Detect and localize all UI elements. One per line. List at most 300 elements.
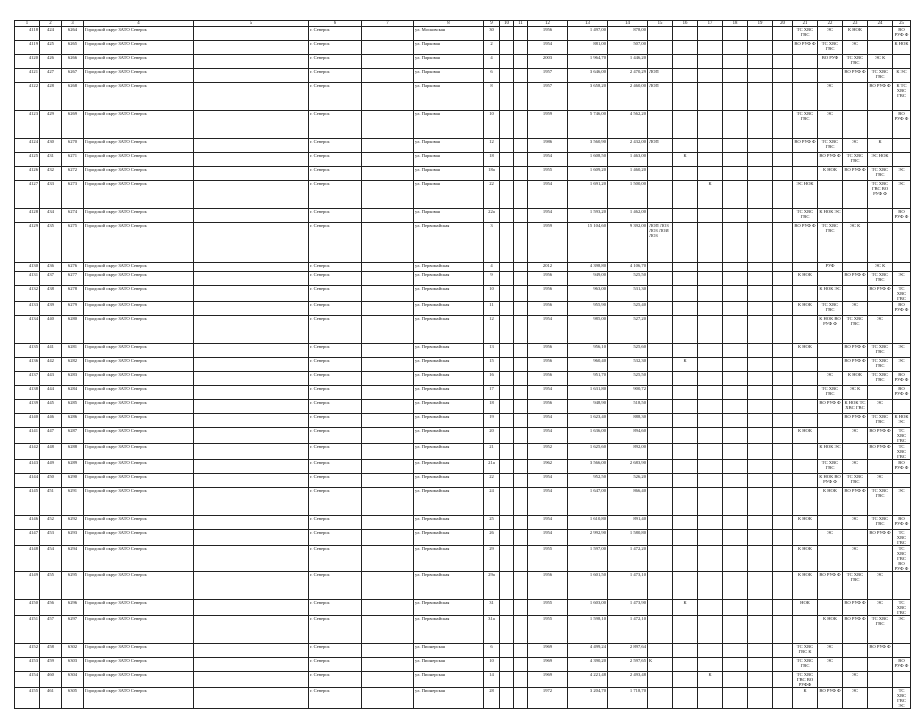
- city-name: г. Северск: [309, 444, 362, 460]
- blank-col-19: [748, 83, 773, 111]
- row-number: 4128: [15, 209, 40, 223]
- col-15: [648, 530, 673, 546]
- column-number-21: 21: [793, 21, 818, 27]
- table-row: [15, 400, 911, 414]
- total-area: 1 623,40: [568, 414, 608, 428]
- col-23: ТС ХВС ГВС: [843, 55, 868, 69]
- blank-col-20: [773, 286, 793, 302]
- col-25: ВО РУФ Ф: [893, 372, 911, 386]
- total-area: 881,00: [568, 41, 608, 55]
- blank-col-18: [723, 428, 748, 444]
- city-name: г. Северск: [309, 69, 362, 83]
- item-number: 457: [40, 616, 62, 644]
- total-area: 1 691,20: [568, 181, 608, 209]
- city-name: г. Северск: [309, 672, 362, 688]
- table-row: [15, 316, 911, 344]
- street-name: ул. Первомайская: [414, 414, 484, 428]
- col-21: К НОК: [793, 428, 818, 444]
- city-name: г. Северск: [309, 302, 362, 316]
- row-number: 4123: [15, 111, 40, 139]
- column-number-3: 3: [62, 21, 84, 27]
- col-25: [893, 400, 911, 414]
- col-22: ВО РУФ Ф: [818, 400, 843, 414]
- col-22: [818, 181, 843, 209]
- col-17: [698, 272, 723, 286]
- blank-col-18: [723, 658, 748, 672]
- col-22: ЭС: [818, 27, 843, 41]
- col-23: ТС ХВС ГВС: [843, 572, 868, 600]
- col-16: [673, 572, 698, 600]
- object-code: 6274: [62, 209, 84, 223]
- blank-col-7: [362, 474, 414, 488]
- col-23: ВО РУФ Ф: [843, 358, 868, 372]
- total-area: 1 601,50: [568, 572, 608, 600]
- blank-col-7: [362, 428, 414, 444]
- blank-col-19: [748, 139, 773, 153]
- row-number: 4124: [15, 139, 40, 153]
- blank-col-19: [748, 444, 773, 460]
- house-number: 26: [484, 530, 500, 546]
- blank-col-11: [514, 272, 528, 286]
- living-area: 1 472,20: [608, 546, 648, 572]
- blank-col-7: [362, 688, 414, 709]
- col-25: ТС ХВС ГВС: [893, 600, 911, 616]
- col-15: [648, 167, 673, 181]
- col-15: [648, 644, 673, 658]
- column-number-16: 16: [673, 21, 698, 27]
- col-23: ТС ХВС ГВС: [843, 153, 868, 167]
- street-name: ул. Первомайская: [414, 530, 484, 546]
- owner-name: Городской округ ЗАТО Северск: [84, 572, 194, 600]
- item-number: 444: [40, 386, 62, 400]
- col-23: ЭС: [843, 516, 868, 530]
- street-name: ул. Первомайская: [414, 460, 484, 474]
- col-23: ЭС: [843, 428, 868, 444]
- street-name: ул. Парковая: [414, 153, 484, 167]
- city-name: г. Северск: [309, 55, 362, 69]
- col-17: К: [698, 181, 723, 209]
- col-22: К НОК ЭС: [818, 209, 843, 223]
- blank-col-18: [723, 27, 748, 41]
- col-22: ВО РУФ Ф: [818, 153, 843, 167]
- col-24: ТС ХВС ГВС: [868, 358, 893, 372]
- col-15: [648, 55, 673, 69]
- blank-col-19: [748, 272, 773, 286]
- blank-col-10: [500, 263, 514, 272]
- blank-col-18: [723, 572, 748, 600]
- blank-col-19: [748, 428, 773, 444]
- col-22: ТС ХВС ГВС: [818, 223, 843, 263]
- col-16: К: [673, 600, 698, 616]
- col-17: [698, 600, 723, 616]
- item-number: 438: [40, 286, 62, 302]
- object-code: 6271: [62, 153, 84, 167]
- object-code: 6304: [62, 672, 84, 688]
- house-number: 21а: [484, 460, 500, 474]
- col-16: [673, 209, 698, 223]
- col-24: ТС ХВС ГВС: [868, 344, 893, 358]
- col-25: ВО РУФ Ф: [893, 460, 911, 474]
- col-21: [793, 400, 818, 414]
- blank-col-7: [362, 153, 414, 167]
- owner-name: Городской округ ЗАТО Северск: [84, 658, 194, 672]
- blank-col-19: [748, 546, 773, 572]
- col-21: [793, 444, 818, 460]
- build-year: 1954: [528, 209, 568, 223]
- build-year: 1972: [528, 688, 568, 709]
- col-16: [673, 263, 698, 272]
- total-area: 1 610,80: [568, 516, 608, 530]
- blank-col-10: [500, 546, 514, 572]
- city-name: г. Северск: [309, 223, 362, 263]
- table-row: [15, 55, 911, 69]
- col-15: [648, 616, 673, 644]
- city-name: г. Северск: [309, 386, 362, 400]
- col-17: [698, 263, 723, 272]
- col-25: [893, 139, 911, 153]
- col-23: ВО РУФ Ф: [843, 167, 868, 181]
- blank-col-7: [362, 414, 414, 428]
- column-number-22: 22: [818, 21, 843, 27]
- column-number-12: 12: [528, 21, 568, 27]
- col-23: [843, 530, 868, 546]
- col-24: ВО РУФ Ф: [868, 428, 893, 444]
- blank-col-7: [362, 139, 414, 153]
- col-21: ВО РУФ Ф: [793, 139, 818, 153]
- col-23: [843, 644, 868, 658]
- col-21: ТС ХВС ГВС К: [793, 644, 818, 658]
- blank-col-19: [748, 27, 773, 41]
- blank-col-5: [194, 644, 309, 658]
- blank-col-7: [362, 263, 414, 272]
- col-22: ЭС: [818, 83, 843, 111]
- living-area: 532,30: [608, 358, 648, 372]
- blank-col-18: [723, 69, 748, 83]
- blank-col-10: [500, 41, 514, 55]
- blank-col-20: [773, 530, 793, 546]
- blank-col-20: [773, 672, 793, 688]
- house-number: 9: [484, 272, 500, 286]
- object-code: 6285: [62, 400, 84, 414]
- blank-col-20: [773, 139, 793, 153]
- col-17: [698, 111, 723, 139]
- blank-col-10: [500, 167, 514, 181]
- item-number: 442: [40, 358, 62, 372]
- row-number: 4150: [15, 600, 40, 616]
- owner-name: Городской округ ЗАТО Северск: [84, 474, 194, 488]
- street-name: ул. Первомайская: [414, 400, 484, 414]
- blank-col-18: [723, 600, 748, 616]
- blank-col-19: [748, 530, 773, 546]
- blank-col-11: [514, 111, 528, 139]
- total-area: 948,90: [568, 400, 608, 414]
- item-number: 437: [40, 272, 62, 286]
- table-row: [15, 83, 911, 111]
- col-23: К НОК: [843, 27, 868, 41]
- blank-col-20: [773, 69, 793, 83]
- city-name: г. Северск: [309, 41, 362, 55]
- col-16: [673, 474, 698, 488]
- object-code: 6302: [62, 644, 84, 658]
- col-16: [673, 546, 698, 572]
- col-16: [673, 111, 698, 139]
- blank-col-11: [514, 302, 528, 316]
- col-25: К ЭС: [893, 69, 911, 83]
- blank-col-5: [194, 516, 309, 530]
- blank-col-7: [362, 27, 414, 41]
- col-25: ЭС: [893, 616, 911, 644]
- col-24: ЭС К: [868, 263, 893, 272]
- col-22: ЭС: [818, 644, 843, 658]
- col-25: ВО РУФ Ф: [893, 386, 911, 400]
- street-name: ул. Первомайская: [414, 600, 484, 616]
- item-number: 461: [40, 688, 62, 709]
- build-year: 1956: [528, 372, 568, 386]
- col-24: [868, 658, 893, 672]
- blank-col-19: [748, 286, 773, 302]
- blank-col-11: [514, 546, 528, 572]
- living-area: 525,50: [608, 272, 648, 286]
- blank-col-19: [748, 688, 773, 709]
- col-21: ТС ХВС ГВС: [793, 111, 818, 139]
- col-17: [698, 658, 723, 672]
- blank-col-10: [500, 344, 514, 358]
- row-number: 4145: [15, 488, 40, 516]
- city-name: г. Северск: [309, 688, 362, 709]
- blank-col-10: [500, 69, 514, 83]
- item-number: 425: [40, 41, 62, 55]
- object-code: 6294: [62, 546, 84, 572]
- living-area: 2 897,64: [608, 644, 648, 658]
- row-number: 4137: [15, 372, 40, 386]
- object-code: 6287: [62, 428, 84, 444]
- item-number: 458: [40, 644, 62, 658]
- column-number-5: 5: [194, 21, 309, 27]
- blank-col-11: [514, 286, 528, 302]
- blank-col-18: [723, 302, 748, 316]
- blank-col-10: [500, 372, 514, 386]
- blank-col-7: [362, 344, 414, 358]
- col-22: [818, 516, 843, 530]
- blank-col-5: [194, 688, 309, 709]
- blank-col-7: [362, 572, 414, 600]
- col-17: [698, 572, 723, 600]
- col-24: [868, 41, 893, 55]
- table-row: [15, 181, 911, 209]
- table-row: [15, 111, 911, 139]
- col-22: К НОК ЭС: [818, 444, 843, 460]
- col-15: ЛОП: [648, 83, 673, 111]
- col-16: [673, 688, 698, 709]
- col-24: К: [868, 139, 893, 153]
- col-25: [893, 644, 911, 658]
- col-24: [868, 27, 893, 41]
- col-24: ЭС: [868, 474, 893, 488]
- col-17: [698, 474, 723, 488]
- col-15: [648, 672, 673, 688]
- col-23: ЭС: [843, 688, 868, 709]
- blank-col-5: [194, 286, 309, 302]
- blank-col-20: [773, 316, 793, 344]
- living-area: 518,50: [608, 400, 648, 414]
- owner-name: Городской округ ЗАТО Северск: [84, 316, 194, 344]
- blank-col-5: [194, 41, 309, 55]
- row-number: 4152: [15, 644, 40, 658]
- col-25: ВО РУФ Ф: [893, 27, 911, 41]
- col-17: [698, 616, 723, 644]
- column-number-14: 14: [608, 21, 648, 27]
- item-number: 447: [40, 428, 62, 444]
- blank-col-20: [773, 153, 793, 167]
- owner-name: Городской округ ЗАТО Северск: [84, 83, 194, 111]
- col-17: [698, 209, 723, 223]
- blank-col-5: [194, 414, 309, 428]
- table-row: [15, 644, 911, 658]
- col-16: [673, 55, 698, 69]
- house-number: 10: [484, 658, 500, 672]
- item-number: 433: [40, 181, 62, 209]
- col-21: [793, 474, 818, 488]
- col-15: [648, 111, 673, 139]
- col-21: К НОК: [793, 344, 818, 358]
- col-15: [648, 263, 673, 272]
- item-number: 453: [40, 530, 62, 546]
- house-number: 22: [484, 181, 500, 209]
- column-number-11: 11: [514, 21, 528, 27]
- house-number: 2: [484, 41, 500, 55]
- blank-col-11: [514, 69, 528, 83]
- blank-col-18: [723, 488, 748, 516]
- blank-col-5: [194, 672, 309, 688]
- blank-col-5: [194, 474, 309, 488]
- street-name: ул. Московская: [414, 27, 484, 41]
- col-25: [893, 474, 911, 488]
- living-area: 1 460,20: [608, 167, 648, 181]
- living-area: 1 473,90: [608, 600, 648, 616]
- col-25: ЭС: [893, 344, 911, 358]
- blank-col-20: [773, 272, 793, 286]
- col-24: ТС ХВС ГВС: [868, 69, 893, 83]
- col-24: ВО РУФ Ф: [868, 644, 893, 658]
- col-17: [698, 223, 723, 263]
- blank-col-19: [748, 302, 773, 316]
- col-23: [843, 111, 868, 139]
- col-15: [648, 153, 673, 167]
- build-year: 1955: [528, 546, 568, 572]
- total-area: 4 390,20: [568, 658, 608, 672]
- item-number: 436: [40, 263, 62, 272]
- col-15: ЛОП: [648, 69, 673, 83]
- house-number: 29: [484, 546, 500, 572]
- blank-col-18: [723, 616, 748, 644]
- living-area: 891,40: [608, 516, 648, 530]
- living-area: 1 463,00: [608, 153, 648, 167]
- col-15: [648, 474, 673, 488]
- col-24: ТС ХВС ГВС: [868, 272, 893, 286]
- col-16: [673, 69, 698, 83]
- col-17: [698, 69, 723, 83]
- blank-col-18: [723, 386, 748, 400]
- blank-col-18: [723, 358, 748, 372]
- col-23: К НОК ТС ХВС ГВС: [843, 400, 868, 414]
- street-name: ул. Пионерская: [414, 658, 484, 672]
- col-25: ТС ХВС ГВС: [893, 428, 911, 444]
- item-number: 435: [40, 223, 62, 263]
- blank-col-10: [500, 181, 514, 209]
- build-year: 1954: [528, 181, 568, 209]
- house-number: 12: [484, 316, 500, 344]
- street-name: ул. Первомайская: [414, 444, 484, 460]
- street-name: ул. Первомайская: [414, 344, 484, 358]
- object-code: 6272: [62, 167, 84, 181]
- table-row: [15, 167, 911, 181]
- build-year: 1954: [528, 386, 568, 400]
- col-21: НОК: [793, 600, 818, 616]
- col-22: ВО РУФ: [818, 55, 843, 69]
- col-15: [648, 272, 673, 286]
- living-area: 4 562,20: [608, 111, 648, 139]
- row-number: 4151: [15, 616, 40, 644]
- row-number: 4129: [15, 223, 40, 263]
- house-number: 4: [484, 55, 500, 69]
- living-area: 1 462,00: [608, 209, 648, 223]
- build-year: 1954: [528, 153, 568, 167]
- col-21: К НОК: [793, 272, 818, 286]
- col-15: [648, 27, 673, 41]
- city-name: г. Северск: [309, 460, 362, 474]
- living-area: 1 580,80: [608, 530, 648, 546]
- street-name: ул. Первомайская: [414, 516, 484, 530]
- owner-name: Городской округ ЗАТО Северск: [84, 223, 194, 263]
- living-area: 9 392,00: [608, 223, 648, 263]
- total-area: 949,00: [568, 272, 608, 286]
- blank-col-11: [514, 400, 528, 414]
- item-number: 431: [40, 153, 62, 167]
- blank-col-5: [194, 272, 309, 286]
- owner-name: Городской округ ЗАТО Северск: [84, 428, 194, 444]
- blank-col-19: [748, 386, 773, 400]
- total-area: 1 598,10: [568, 616, 608, 644]
- city-name: г. Северск: [309, 474, 362, 488]
- table-body: [15, 27, 911, 709]
- column-number-10: 10: [500, 21, 514, 27]
- owner-name: Городской округ ЗАТО Северск: [84, 27, 194, 41]
- col-24: [868, 546, 893, 572]
- row-number: 4121: [15, 69, 40, 83]
- blank-col-19: [748, 55, 773, 69]
- col-23: ВО РУФ Ф: [843, 344, 868, 358]
- living-area: 1 718,70: [608, 688, 648, 709]
- blank-col-18: [723, 546, 748, 572]
- col-22: ТС ХВС ГВС: [818, 460, 843, 474]
- blank-col-5: [194, 181, 309, 209]
- row-number: 4122: [15, 83, 40, 111]
- build-year: 1954: [528, 516, 568, 530]
- city-name: г. Северск: [309, 400, 362, 414]
- col-17: [698, 358, 723, 372]
- blank-col-7: [362, 444, 414, 460]
- table-row: [15, 414, 911, 428]
- col-25: ТС ХВС ГВС ВО РУФ Ф: [893, 546, 911, 572]
- blank-col-20: [773, 181, 793, 209]
- build-year: 1959: [528, 111, 568, 139]
- street-name: ул. Первомайская: [414, 546, 484, 572]
- blank-col-20: [773, 111, 793, 139]
- blank-col-11: [514, 460, 528, 474]
- blank-col-10: [500, 616, 514, 644]
- item-number: 443: [40, 372, 62, 386]
- col-24: ЭС: [868, 400, 893, 414]
